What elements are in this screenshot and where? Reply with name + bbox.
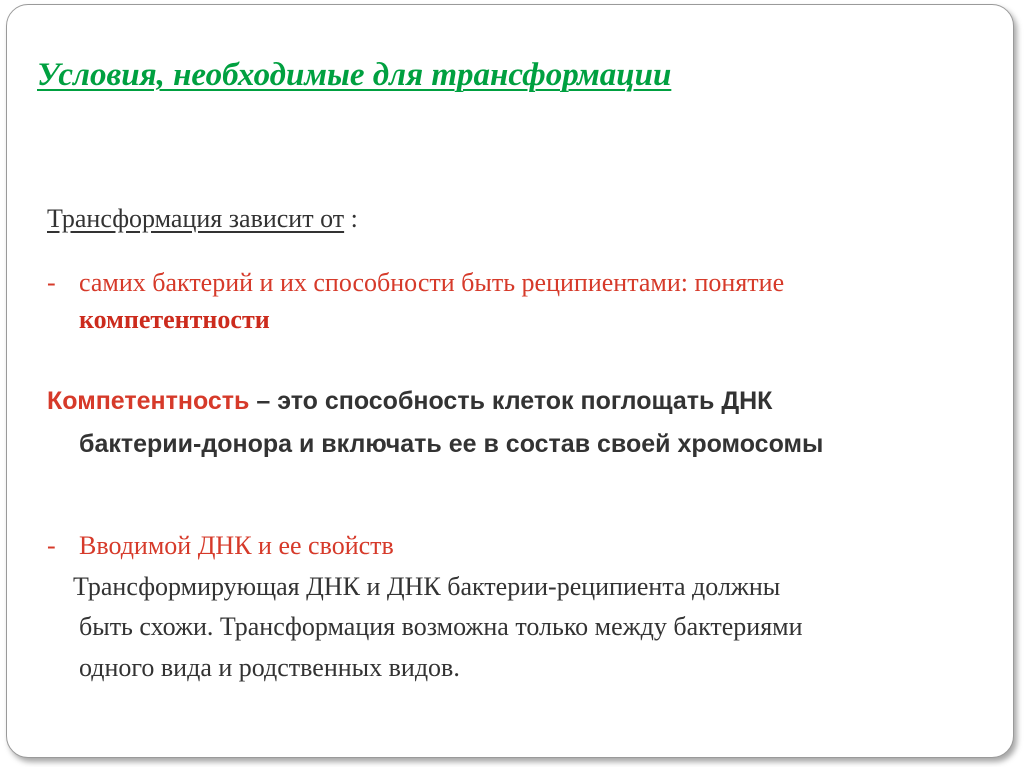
intro-line [47,200,358,238]
paragraph-line-1: Трансформирующая ДНК и ДНК бактерии-реципиента должны [73,572,781,601]
bullet-1-text: самих бактерий и их способности быть реципиентами: понятие [79,268,785,297]
definition-line-1 [47,382,772,420]
bullet-1-dash: - [47,268,56,297]
bullet-1-line-1 [47,264,784,302]
slide-frame [6,4,1014,758]
definition-term: Компетентность [47,387,250,415]
definition-text: – это способность клеток поглощать ДНК [249,387,773,415]
bullet-1-line-2: компетентности [79,305,270,334]
paragraph-line-2: быть схожи. Трансформация возможна только между бактериями [79,612,803,641]
bullet-2-text: Вводимой ДНК и ее свойств [79,531,394,560]
bullet-2-line [47,527,394,565]
definition-line-2: бактерии-донора и включать ее в состав своей хромосомы [79,430,824,458]
intro-label: Трансформация зависит от [47,204,345,233]
intro-suffix: : [344,204,358,233]
slide-title: Условия, необходимые для трансформации [37,57,672,93]
bullet-2-dash: - [47,531,56,560]
paragraph-line-3: одного вида и родственных видов. [79,653,460,682]
